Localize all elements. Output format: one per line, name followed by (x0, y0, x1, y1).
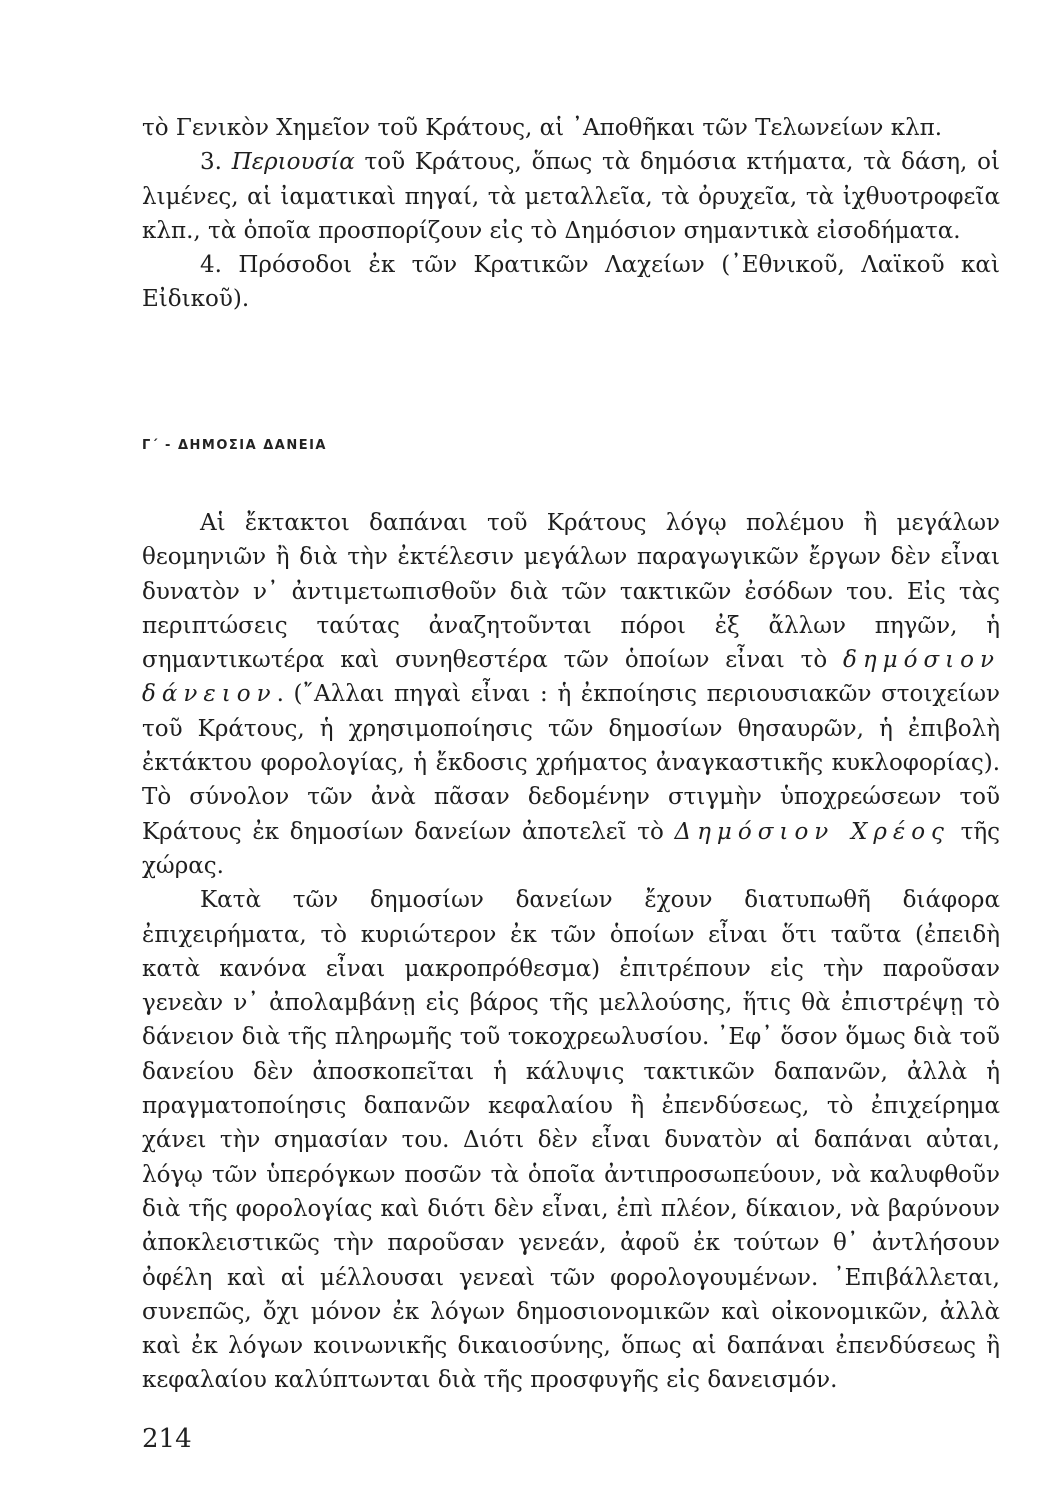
list-item-3-number: 3. (200, 149, 232, 176)
section-heading: Γ΄ - ΔΗΜΟΣΙΑ ΔΑΝΕΙΑ (142, 438, 327, 453)
paragraph-1-part-1: Αἱ ἔκτακτοι δαπάναι τοῦ Κράτους λόγῳ πολέμου ἢ μεγάλων θεομηνιῶν ἢ διὰ τὴν ἐκτέλεσιν μεγάλων παραγωγικῶν ἔργων δὲν εἶναι δυνατὸν ν᾿ ἀντιμετωπισθοῦν διὰ τῶν τακτικῶν ἐσόδων του. Εἰς τὰς περιπτώσεις ταύτας ἀναζητοῦνται πόροι ἐξ ἄλλων πηγῶν, ἡ σημαντικωτέρα καὶ συνηθεστέρα τῶν ὁποίων εἶναι τὸ (142, 510, 1000, 674)
paragraph-1-part-3: τῆς χώρας. (142, 818, 1000, 879)
term-public-debt: Δημόσιον Χρέος (674, 818, 950, 845)
continuation-line: τὸ Γενικὸν Χημεῖον τοῦ Κράτους, αἱ ᾿Αποθῆκαι τῶν Τελωνείων κλπ. (142, 115, 943, 141)
main-text-block (142, 506, 1000, 1398)
top-text-block (142, 111, 1000, 317)
list-item-3-italic-term: Περιουσία (231, 149, 355, 176)
term-public-loan: δημόσιον δάνειον (142, 647, 1000, 708)
list-item-3-text: τοῦ Κράτους, ὅπως τὰ δημόσια κτήματα, τὰ δάση, οἱ λιμένες, αἱ ἰαματικαὶ πηγαί, τὰ μεταλλεῖα, τὰ ὀρυχεῖα, τὰ ἰχθυοτροφεῖα κλπ., τὰ ὁποῖα προσπορίζουν εἰς τὸ Δημόσιον σημαντικὰ εἰσοδήματα. (142, 149, 1000, 244)
list-item-4: 4. Πρόσοδοι ἐκ τῶν Κρατικῶν Λαχείων (᾿Εθνικοῦ, Λαϊκοῦ καὶ Εἰδικοῦ). (142, 252, 1000, 313)
paragraph-1-part-2: . (῎Αλλαι πηγαὶ εἶναι : ἡ ἐκποίησις περιουσιακῶν στοιχείων τοῦ Κράτους, ἡ χρησιμοποίησις τῶν δημοσίων θησαυρῶν, ἡ ἐπιβολὴ ἐκτάκτου φορολογίας, ἡ ἔκδοσις χρήματος ἀναγκαστικῆς κυκλοφορίας). Τὸ σύνολον τῶν ἀνὰ πᾶσαν δεδομένην στιγμὴν ὑποχρεώσεων τοῦ Κράτους ἐκ δημοσίων δανείων ἀποτελεῖ τὸ (142, 681, 1000, 845)
page-number: 214 (142, 1424, 192, 1454)
paragraph-arguments: Κατὰ τῶν δημοσίων δανείων ἔχουν διατυπωθῆ διάφορα ἐπιχειρήματα, τὸ κυριώτερον ἐκ τῶν ὁποίων εἶναι ὅτι ταῦτα (ἐπειδὴ κατὰ κανόνα εἶναι μακροπρόθεσμα) ἐπιτρέπουν εἰς τὴν παροῦσαν γενεὰν ν᾿ ἀπολαμβάνῃ εἰς βάρος τῆς μελλούσης, ἥτις θὰ ἐπιστρέψῃ τὸ δάνειον διὰ τῆς πληρωμῆς τοῦ τοκοχρεωλυσίου. ᾿Εφ᾿ ὅσον ὅμως διὰ τοῦ δανείου δὲν ἀποσκοπεῖται ἡ κάλυψις τακτικῶν δαπανῶν, ἀλλὰ ἡ πραγματοποίησις δαπανῶν κεφαλαίου ἢ ἐπενδύσεως, τὸ ἐπιχείρημα χάνει τὴν σημασίαν του. Διότι δὲν εἶναι δυνατὸν αἱ δαπάναι αὐται, λόγῳ τῶν ὑπερόγκων ποσῶν τὰ ὁποῖα ἀντιπροσωπεύουν, νὰ καλυφθοῦν διὰ τῆς φορολογίας καὶ διότι δὲν εἶναι, ἐπὶ πλέον, δίκαιον, νὰ βαρύνουν ἀποκλειστικῶς τὴν παροῦσαν γενεάν, ἀφοῦ ἐκ τούτων θ᾿ ἀντλήσουν ὀφέλη καὶ αἱ μέλλουσαι γενεαὶ τῶν φορολογουμένων. ᾿Επιβάλλεται, συνεπῶς, ὄχι μόνον ἐκ λόγων δημοσιονομικῶν καὶ οἰκονομικῶν, ἀλλὰ καὶ ἐκ λόγων κοινωνικῆς δικαιοσύνης, ὅπως αἱ δαπάναι ἐπενδύσεως ἢ κεφαλαίου καλύπτωνται διὰ τῆς προσφυγῆς εἰς δανεισμόν. (142, 887, 1000, 1394)
paragraph-public-loans (142, 506, 1000, 883)
list-item-3 (142, 145, 1000, 248)
